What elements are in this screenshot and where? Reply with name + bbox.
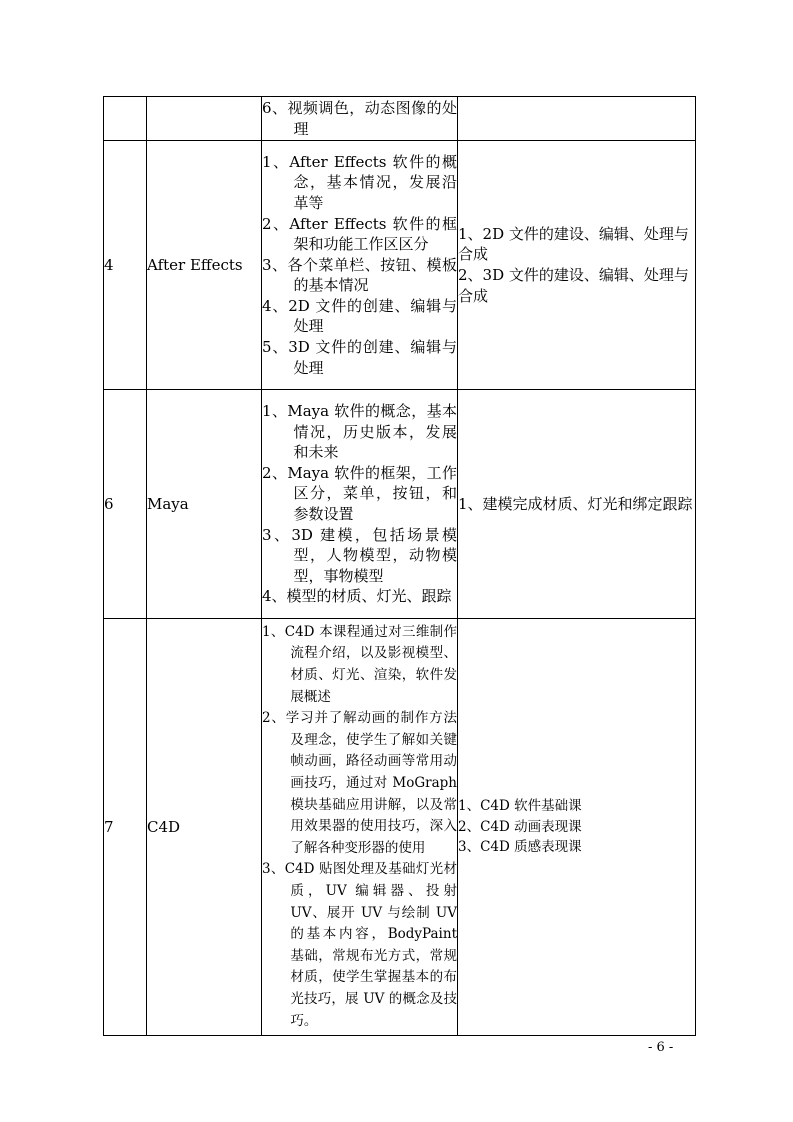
- course-content: [262, 97, 458, 141]
- goal-item: 1、C4D 软件基础课: [458, 798, 582, 815]
- table-row: [104, 97, 696, 141]
- content-item: 2、Maya 软件的框架，工作区分，菜单，按钮，和参数设置: [262, 463, 457, 523]
- content-item: 1、Maya 软件的概念，基本情况，历史版本，发展和未来: [262, 402, 457, 462]
- goal-item: 3、C4D 质感表现课: [458, 839, 582, 856]
- course-name: [147, 97, 262, 141]
- table-row: [104, 619, 696, 1036]
- goal-item: 1、建模完成材质、灯光和绑定跟踪: [458, 494, 693, 513]
- course-goals: [458, 390, 696, 619]
- content-item: 4、模型的材质、灯光、跟踪: [262, 587, 452, 606]
- page-number: - 6 -: [648, 1040, 674, 1055]
- table-row: [104, 390, 696, 619]
- row-number: 7: [104, 619, 147, 1036]
- content-item: 4、2D 文件的创建、编辑与处理: [262, 296, 457, 336]
- goal-item: 2、3D 文件的建设、编辑、处理与合成: [458, 266, 689, 305]
- row-number: [104, 97, 147, 141]
- content-item: 5、3D 文件的创建、编辑与处理: [262, 338, 457, 377]
- row-number: 4: [104, 141, 147, 390]
- content-item: 3、3D 建模，包括场景模型，人物模型，动物模型，事物模型: [262, 525, 457, 585]
- goal-item: 1、2D 文件的建设、编辑、处理与合成: [458, 224, 689, 264]
- course-goals: [458, 619, 696, 1036]
- course-content: [262, 141, 458, 390]
- course-content: [262, 619, 458, 1036]
- course-name: C4D: [147, 619, 262, 1036]
- content-item: 3、C4D 贴图处理及基础灯光材质，UV 编辑器、投射 UV、展开 UV 与绘制 UV 的基本内容，BodyPaint 基础，常规布光方式，常规材质，使学生掌握基本的布光技巧，展 UV 的概念及技巧。: [262, 861, 457, 1029]
- course-goals: [458, 97, 696, 141]
- row-number: 6: [104, 390, 147, 619]
- course-content: [262, 390, 458, 619]
- course-name: Maya: [147, 390, 262, 619]
- course-name: After Effects: [147, 141, 262, 390]
- content-item: 3、各个菜单栏、按钮、模板的基本情况: [262, 255, 457, 295]
- content-item: 1、C4D 本课程通过对三维制作流程介绍，以及影视模型、材质、灯光、渲染，软件发展概述: [262, 623, 457, 705]
- content-item: 2、After Effects 软件的框架和功能工作区区分: [262, 214, 457, 254]
- course-table: [103, 96, 696, 1036]
- course-goals: [458, 141, 696, 390]
- content-item: 1、After Effects 软件的概念，基本情况，发展沿革等: [262, 152, 457, 212]
- content-item: 6、视频调色，动态图像的处理: [262, 98, 457, 138]
- table-row: [104, 141, 696, 390]
- goal-item: 2、C4D 动画表现课: [458, 818, 582, 835]
- content-item: 2、学习并了解动画的制作方法及理念，使学生了解如关键帧动画，路径动画等常用动画技巧，通过对 MoGraph 模块基础应用讲解，以及常用效果器的使用技巧，深入了解各种变形器的使用: [262, 710, 457, 856]
